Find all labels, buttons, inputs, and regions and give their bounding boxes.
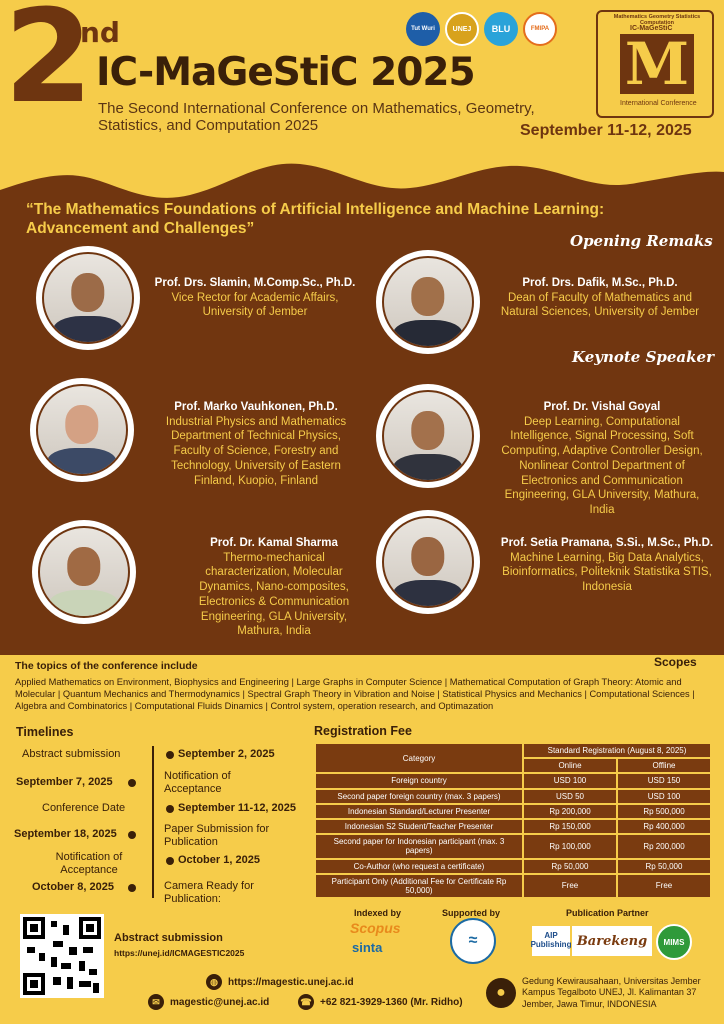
conference-date: September 11-12, 2025 [520, 122, 692, 139]
fee-online: Free [524, 875, 616, 897]
sinta-logo: sinta [352, 940, 383, 955]
timeline-conf-date: September 11-12, 2025 [178, 802, 297, 814]
speaker-name: Prof. Dr. Vishal Goyal [543, 401, 661, 413]
scopes-label: Scopes [654, 655, 697, 669]
conference-title: IC-MaGeStiC 2025 [96, 50, 475, 95]
timeline-line [152, 746, 154, 898]
table-row [316, 790, 710, 803]
timeline-dot [166, 805, 174, 813]
timeline-paper-label: Paper Submission for Publication [164, 823, 270, 848]
speaker-name: Prof. Setia Pramana, S.Si., M.Sc., Ph.D. [500, 537, 714, 549]
speaker-dafik [490, 276, 710, 320]
fee-offline: Rp 50,000 [618, 860, 710, 873]
qr-code-pattern [23, 917, 101, 995]
speaker-photo-pramana [376, 510, 480, 614]
phone-contact[interactable] [298, 994, 463, 1010]
email-contact[interactable] [148, 994, 269, 1010]
badge-name: IC-MaGeStiC [630, 25, 673, 32]
fee-online: USD 100 [524, 774, 616, 787]
website-text: https://magestic.unej.ac.id [228, 976, 354, 988]
speaker-slamin [150, 276, 360, 320]
fee-category: Foreign country [316, 774, 522, 787]
speaker-photo-dafik [376, 250, 480, 354]
badge-caption: International Conference [620, 100, 697, 107]
keynote-speaker-heading: Keynote Speaker [572, 348, 714, 366]
timeline-dot [128, 779, 136, 787]
timeline-abstract-label: Abstract submission [22, 748, 121, 760]
magestic-badge-logo [596, 10, 714, 118]
timeline-paper-date: September 18, 2025 [14, 828, 117, 840]
speaker-name: Prof. Drs. Slamin, M.Comp.Sc., Ph.D. [154, 277, 356, 289]
timeline-conf-label: Conference Date [42, 802, 126, 814]
indexed-by-label: Indexed by [354, 908, 402, 918]
timeline-dot [128, 831, 136, 839]
speaker-photo-vauhkonen [30, 378, 134, 482]
timeline-notif-date: September 7, 2025 [16, 776, 113, 788]
fee-online: Rp 200,000 [524, 805, 616, 818]
speaker-desc: Industrial Physics and Mathematics Department of Technical Physics, Faculty of Science, Forestry and Technology, University of Eastern Finland, Kuopio, Finland [165, 415, 347, 487]
mail-icon: ✉ [148, 994, 164, 1010]
speaker-name: Prof. Dr. Kamal Sharma [210, 537, 338, 549]
fee-offline: Rp 200,000 [618, 835, 710, 857]
unej-logo: UNEJ [445, 12, 479, 46]
table-row [316, 860, 710, 873]
speaker-photo-slamin [36, 246, 140, 350]
conference-theme: “The Mathematics Foundations of Artificial Intelligence and Machine Learning: Advancement and Challenges” [26, 201, 605, 238]
phone-icon: ☎ [298, 994, 314, 1010]
badge-ring-text: Mathematics Geometry Statistics Computation [613, 14, 701, 26]
speaker-desc: Machine Learning, Big Data Analytics, Bioinformatics, Politeknik Statistika STIS, Indonesia [502, 551, 712, 594]
table-row [316, 744, 710, 757]
fee-category: Second paper foreign country (max. 3 papers) [316, 790, 522, 803]
fee-online: Rp 150,000 [524, 820, 616, 833]
fee-offline: Free [618, 875, 710, 897]
speaker-pramana [496, 536, 718, 595]
registration-fee-table [314, 742, 712, 899]
speaker-desc: Vice Rector for Academic Affairs, University of Jember [171, 291, 339, 319]
edition-ordinal: nd [80, 16, 120, 49]
location-pin-icon: ● [486, 978, 516, 1008]
speaker-goyal [494, 400, 710, 518]
timeline-abstract-date: September 2, 2025 [178, 748, 275, 760]
website-contact[interactable] [206, 974, 354, 990]
fee-category: Participant Only (Additional Fee for Certificate Rp 50,000) [316, 875, 522, 897]
fee-category: Second paper for Indonesian participant (max. 3 papers) [316, 835, 522, 857]
speaker-sharma [196, 536, 352, 639]
fee-offline: USD 150 [618, 774, 710, 787]
scopus-logo: Scopus [350, 920, 401, 936]
table-row [316, 805, 710, 818]
header-standard: Standard Registration (August 8, 2025) [524, 744, 710, 757]
fee-category: Co-Author (who request a certificate) [316, 860, 522, 873]
fee-offline: USD 100 [618, 790, 710, 803]
blu-logo: BLU [484, 12, 518, 46]
table-row [316, 835, 710, 857]
timeline-notif2-date: October 1, 2025 [178, 854, 260, 866]
topics-list: Applied Mathematics on Environment, Biophysics and Engineering | Large Graphs in Computer Science | Mathematical Computation of Graph Theory: Atomic and Molecular | Quantum Mechanics and Thermodynamics | Spectral Graph Theory in Vibration and Noise | Statistical Physics and Mechanics | Computational Sciences | Algebra and Combinatorics | Computational Fluids Dinamics | Control system, operation research, and Optimazation [15, 677, 695, 712]
barekeng-logo: Barekeng [572, 926, 652, 956]
table-row [316, 774, 710, 787]
fmipa-logo: FMIPA [523, 12, 557, 46]
publication-partner-label: Publication Partner [566, 908, 649, 918]
table-row [316, 875, 710, 897]
speaker-name: Prof. Drs. Dafik, M.Sc., Ph.D. [522, 277, 678, 289]
fee-category: Indonesian S2 Student/Teacher Presenter [316, 820, 522, 833]
badge-letter: M [620, 34, 694, 94]
email-text: magestic@unej.ac.id [170, 996, 270, 1008]
speaker-desc: Deep Learning, Computational Intelligence, Signal Processing, Soft Computing, Adaptive Controller Design, Nonlinear Control Department of Electronics and Communication Engineering, GLA University, Mathura, India [501, 415, 703, 517]
speaker-desc: Dean of Faculty of Mathematics and Natural Sciences, University of Jember [500, 291, 700, 319]
aip-publishing-logo: AIP Publishing [532, 926, 570, 956]
header [0, 0, 724, 175]
indoms-logo: ≈ [450, 918, 496, 964]
fee-offline: Rp 500,000 [618, 805, 710, 818]
topics-heading: The topics of the conference include [15, 660, 198, 672]
speaker-vauhkonen [160, 400, 352, 488]
fee-offline: Rp 400,000 [618, 820, 710, 833]
qr-code[interactable] [20, 914, 104, 998]
timeline-camera-date: October 8, 2025 [32, 881, 114, 893]
tutwuri-logo: Tut Wuri [406, 12, 440, 46]
header-online: Online [524, 759, 616, 772]
partner-logos [406, 12, 557, 46]
timeline-dot [128, 884, 136, 892]
speaker-photo-sharma [32, 520, 136, 624]
header-offline: Offline [618, 759, 710, 772]
timeline-camera-label: Camera Ready for Publication: [164, 880, 254, 905]
phone-text: +62 821-3929-1360 (Mr. Ridho) [320, 996, 463, 1008]
speaker-photo-goyal [376, 384, 480, 488]
supported-by-label: Supported by [442, 908, 500, 918]
abstract-submission-link[interactable]: https://unej.id/ICMAGESTIC2025 [114, 948, 245, 958]
table-row [316, 820, 710, 833]
timeline-dot [166, 857, 174, 865]
opening-remarks-heading: Opening Remaks [570, 232, 713, 250]
registration-heading: Registration Fee [314, 724, 412, 738]
globe-icon: ◍ [206, 974, 222, 990]
speaker-desc: Thermo-mechanical characterization, Molecular Dynamics, Nano-composites, Electronics & Communication Engineering, GLA University, Mathura, India [198, 551, 350, 638]
address-text: Gedung Kewirausahaan, Universitas Jember Kampus Tegalboto UNEJ, Jl. Kalimantan 37 Jember, Jawa Timur, INDONESIA [522, 976, 701, 1009]
header-category: Category [316, 744, 522, 772]
fee-category: Indonesian Standard/Lecturer Presenter [316, 805, 522, 818]
fee-online: USD 50 [524, 790, 616, 803]
timelines-heading: Timelines [16, 725, 74, 739]
abstract-submission-label: Abstract submission [114, 932, 223, 944]
mims-logo: MIMS [656, 924, 692, 960]
speaker-name: Prof. Marko Vauhkonen, Ph.D. [174, 401, 338, 413]
timeline-dot [166, 751, 174, 759]
fee-online: Rp 50,000 [524, 860, 616, 873]
edition-number: 2 [4, 0, 88, 132]
timeline-notif-label: Notification of Acceptance [164, 770, 231, 795]
conference-subtitle: The Second International Conference on Mathematics, Geometry, Statistics, and Computation 2025 [98, 100, 535, 135]
fee-online: Rp 100,000 [524, 835, 616, 857]
timeline-notif2-label: Notification of Acceptance [55, 851, 123, 876]
